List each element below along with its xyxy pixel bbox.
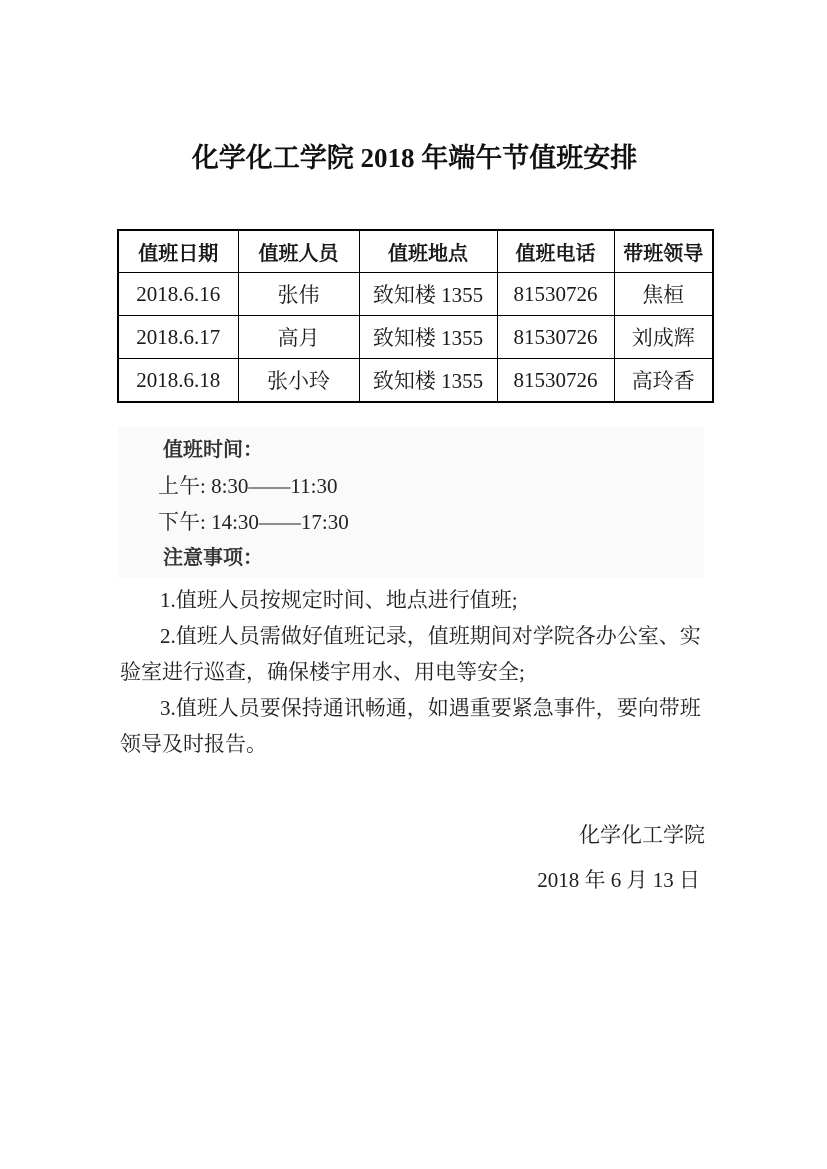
table-row — [118, 359, 713, 403]
col-header-duty-phone: 值班电话 — [497, 230, 614, 273]
duty-time-heading: 值班时间： — [163, 439, 263, 461]
table-row — [118, 316, 713, 359]
cell-duty-phone: 81530726 — [497, 316, 614, 359]
table-row — [118, 273, 713, 316]
cell-duty-person: 张小玲 — [238, 359, 359, 403]
note-line-1: 1.值班人员按规定时间、地点进行值班; — [160, 588, 518, 612]
cell-duty-leader: 刘成辉 — [614, 316, 713, 359]
note-line-2-continued: 验室进行巡查，确保楼宇用水、用电等安全; — [120, 660, 525, 684]
cell-duty-leader: 焦桓 — [614, 273, 713, 316]
duty-time-section — [118, 427, 704, 578]
duty-time-morning: 上午: 8:30——11:30 — [158, 474, 338, 498]
col-header-duty-person: 值班人员 — [238, 230, 359, 273]
cell-duty-date: 2018.6.16 — [118, 273, 238, 316]
cell-duty-location: 致知楼 1355 — [359, 316, 497, 359]
document-title: 化学化工学院 2018 年端午节值班安排 — [191, 143, 638, 173]
note-line-3: 3.值班人员要保持通讯畅通，如遇重要紧急事件，要向带班 — [160, 696, 701, 720]
col-header-duty-location: 值班地点 — [359, 230, 497, 273]
cell-duty-phone: 81530726 — [497, 359, 614, 403]
duty-time-afternoon: 下午: 14:30——17:30 — [158, 510, 349, 534]
col-header-duty-leader: 带班领导 — [614, 230, 713, 273]
signature-block — [537, 820, 705, 895]
cell-duty-phone: 81530726 — [497, 273, 614, 316]
col-header-duty-date: 值班日期 — [118, 230, 238, 273]
table-header-row — [118, 230, 713, 273]
signature-org: 化学化工学院 — [579, 823, 705, 847]
cell-duty-person: 高月 — [238, 316, 359, 359]
cell-duty-leader: 高玲香 — [614, 359, 713, 403]
duty-schedule-table — [117, 229, 714, 403]
signature-date: 2018 年 6 月 13 日 — [537, 868, 700, 892]
cell-duty-date: 2018.6.18 — [118, 359, 238, 403]
note-line-2: 2.值班人员需做好值班记录，值班期间对学院各办公室、实 — [160, 624, 701, 648]
cell-duty-person: 张伟 — [238, 273, 359, 316]
cell-duty-date: 2018.6.17 — [118, 316, 238, 359]
note-line-3-continued: 领导及时报告。 — [120, 732, 267, 756]
cell-duty-location: 致知楼 1355 — [359, 359, 497, 403]
notes-section — [120, 582, 714, 762]
notes-heading: 注意事项： — [163, 547, 263, 569]
cell-duty-location: 致知楼 1355 — [359, 273, 497, 316]
